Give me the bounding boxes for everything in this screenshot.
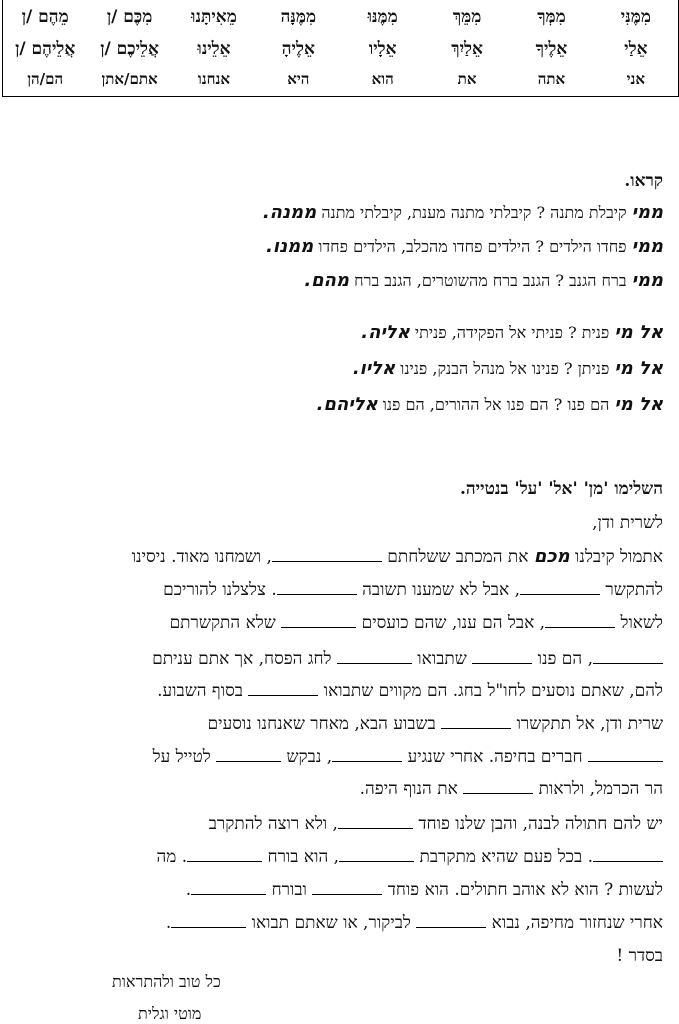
fill-in-blank[interactable] — [332, 747, 402, 762]
question-word: אל מי — [614, 358, 663, 379]
answer-word: מהם. — [304, 270, 350, 291]
table-cell: הוא — [371, 69, 394, 88]
fill-in-blank[interactable] — [281, 613, 356, 628]
table-cell: אתה — [537, 69, 566, 88]
letter-text: שתבואו — [411, 649, 473, 669]
fill-in-blank[interactable] — [520, 580, 600, 595]
table-cell: אֵלַי — [624, 39, 648, 59]
read-example-line — [266, 236, 663, 258]
table-cell: את — [457, 69, 477, 88]
fill-in-blank[interactable] — [312, 880, 382, 895]
table-cell: מֵאִיתָּנוּ — [191, 7, 237, 27]
table-cell: אֲלֵיכֶם /ן — [100, 39, 159, 59]
sentence-text: פחדו הילדים ? הילדים פחדו מהכלב, הילדים פחדו — [313, 237, 632, 256]
letter-text: בסדר ! — [616, 946, 663, 966]
table-cell: מִכֶּם /ן — [106, 7, 153, 27]
letter-text: לטייל על — [152, 747, 217, 767]
fill-in-blank[interactable] — [338, 814, 413, 829]
question-word: אל מי — [614, 322, 663, 343]
fill-in-blank[interactable] — [248, 681, 318, 696]
letter-text: . — [185, 880, 192, 900]
read-example-line — [361, 322, 663, 344]
letter-text: שלא התקשרתם — [169, 613, 282, 633]
question-word: ממי — [631, 236, 663, 257]
fill-in-blank[interactable] — [187, 847, 262, 862]
table-cell: אנחנו — [197, 69, 230, 88]
table-cell: מִמֶּנִּי — [620, 7, 651, 27]
example-answer: מכם — [533, 546, 570, 567]
fill-in-blank[interactable] — [337, 649, 412, 664]
letter-closing: כל טוב ולהתראות — [112, 972, 221, 991]
letter-line — [10, 879, 663, 901]
question-word: אל מי — [614, 394, 663, 415]
letter-text: , אבל לא שמענו תשובה — [356, 580, 520, 600]
letter-text: את המכתב ששלחתם — [381, 547, 534, 567]
letter-greeting: לשרית ודן, — [592, 513, 663, 533]
letter-text: אחרי שנחזור מחיפה, נבוא — [486, 913, 663, 933]
answer-word: אליהם. — [316, 394, 378, 415]
letter-text: אתמול קיבלנו — [569, 547, 663, 567]
read-section — [10, 170, 663, 430]
table-cell: מִמְּךָ — [537, 7, 566, 27]
letter-text: לחג הפסח, אך אתם עניתם — [152, 649, 337, 669]
letter-text: בשבוע הבא, מאחר שאנחנו נוסעים — [207, 714, 442, 734]
letter-line — [10, 912, 663, 934]
letter-text: להם, שאתם נוסעים לחו"ל בחג. הם מקווים שתבואו — [318, 681, 663, 701]
letter-line — [10, 612, 663, 634]
letter-text: לשאול — [615, 613, 663, 633]
letter-text: יש להם חתולה לבנה, והבן שלנו פוחד — [412, 814, 663, 834]
letter-line — [10, 778, 663, 800]
fill-in-blank[interactable] — [588, 747, 663, 762]
table-cell: אתם/אתן — [101, 69, 158, 88]
letter-text: את הנוף היפה. — [359, 779, 464, 799]
letter-text: , הוא בורח — [262, 847, 340, 867]
read-example-line — [304, 270, 663, 292]
complete-section — [10, 478, 663, 1018]
answer-word: ממנו. — [266, 236, 314, 257]
table-cell: מִמֶּנּוּ — [367, 7, 398, 27]
sentence-text: הם פנו ? הם פנו אל ההורים, הם פנו — [377, 395, 615, 414]
letter-text: לעשות ? הוא לא אוהב חתולים. הוא פוחד — [382, 880, 663, 900]
sentence-text: פנית ? פניתי אל הפקידה, פניתי — [409, 323, 615, 342]
letter-text: . בכל פעם שהיא מתקרבת — [414, 847, 593, 867]
fill-in-blank[interactable] — [171, 913, 246, 928]
read-example-line — [317, 394, 663, 416]
sentence-text: קיבלת מתנה ? קיבלתי מתנה מענת, קיבלתי מתנה — [316, 203, 632, 222]
letter-signature: מוטי וגלית — [138, 1004, 202, 1023]
question-word: ממי — [631, 202, 663, 223]
sentence-text: ברח הגנב ? הגנב ברח מהשוטרים, הגנב ברח — [349, 271, 632, 290]
letter-text: . צלצלנו להוריכם — [163, 580, 277, 600]
table-cell: אֵלָיו — [368, 39, 397, 59]
letter-text: , אבל הם ענו, שהם כועסים — [356, 613, 546, 633]
table-cell: אֵלֶיךָ — [535, 39, 568, 59]
table-cell: אֵלֵינוּ — [197, 39, 231, 59]
fill-in-blank[interactable] — [216, 747, 281, 762]
fill-in-blank[interactable] — [472, 649, 532, 664]
fill-in-blank[interactable] — [277, 580, 357, 595]
letter-line — [10, 648, 663, 670]
letter-line — [10, 746, 663, 768]
letter-text: לביקור, או שאתם תבואו — [246, 913, 417, 933]
letter-line — [10, 680, 663, 702]
answer-word: אליה. — [361, 322, 410, 343]
letter-line — [10, 546, 663, 568]
letter-text: חברים בחיפה. אחרי שנגיע — [402, 747, 588, 767]
table-cell: אֵלֶיהָ — [281, 39, 315, 59]
table-cell: אֲלֵיהֶם /ן — [15, 39, 76, 59]
letter-line — [10, 579, 663, 601]
table-cell: מֵהֶם /ן — [21, 7, 69, 27]
read-title: קראו. — [624, 171, 663, 191]
table-cell: אני — [626, 69, 646, 88]
table-cell: אֵלַיִךְ — [451, 39, 483, 59]
letter-text: שרית ודן, אל תתקשרו — [511, 714, 663, 734]
answer-word: ממנה. — [262, 202, 317, 223]
letter-line — [10, 713, 663, 735]
question-word: ממי — [631, 270, 663, 291]
letter-line — [10, 846, 663, 868]
letter-text: להתקשר — [600, 580, 663, 600]
letter-text: , הם פנו — [532, 649, 593, 669]
letter-text: . — [165, 913, 172, 933]
fill-in-blank[interactable] — [463, 779, 533, 794]
fill-in-blank[interactable] — [191, 880, 266, 895]
sentence-text: פניתן ? פנינו אל מנהל הבנק, פנינו — [395, 359, 615, 378]
answer-word: אליו. — [352, 358, 396, 379]
letter-line — [10, 813, 663, 835]
read-example-line — [263, 202, 663, 224]
fill-in-blank[interactable] — [416, 913, 486, 928]
fill-in-blank[interactable] — [593, 649, 663, 664]
letter-text: . מה — [156, 847, 188, 867]
preposition-table — [2, 0, 679, 97]
read-example-line — [353, 358, 663, 380]
table-cell: הם/הן — [27, 69, 64, 88]
table-cell: מִמֶּנָּה — [280, 7, 317, 27]
letter-text: הר הכרמל, ולראות — [533, 779, 663, 799]
fill-in-blank[interactable] — [272, 547, 382, 562]
letter-text: , נבקש — [281, 747, 333, 767]
letter-text: ובורח — [266, 880, 313, 900]
letter-text: , ולא רוצה להתקרב — [208, 814, 338, 834]
table-cell: היא — [287, 69, 310, 88]
fill-in-blank[interactable] — [545, 613, 615, 628]
letter-line — [10, 945, 663, 967]
fill-in-blank[interactable] — [441, 714, 511, 729]
letter-text: , ושמחנו מאוד. ניסינו — [131, 547, 272, 567]
fill-in-blank[interactable] — [339, 847, 414, 862]
table-cell: מִמֵּךְ — [452, 7, 482, 27]
letter-text: בסוף השבוע. — [157, 681, 249, 701]
complete-title: השלימו 'מן' 'אל' 'על' בנטייה. — [459, 479, 663, 499]
fill-in-blank[interactable] — [593, 847, 663, 862]
